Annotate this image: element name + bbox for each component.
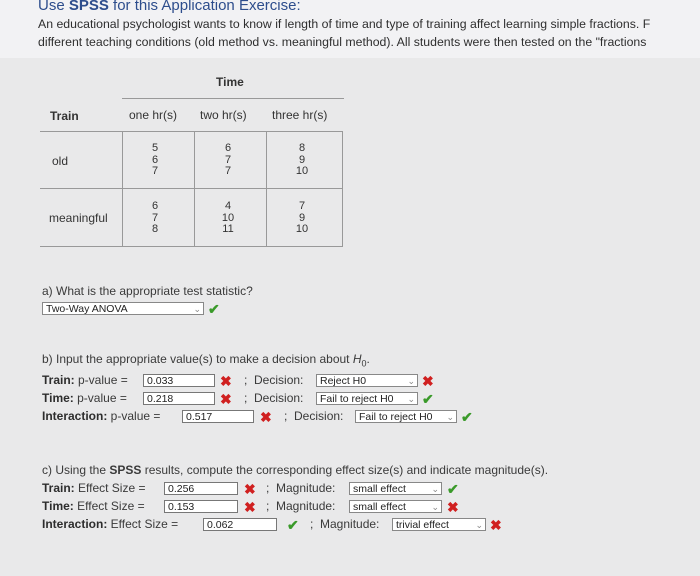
cross-icon: ✖ [422,373,434,389]
chevron-down-icon: ⌄ [475,520,483,530]
column-header-three-hr: three hr(s) [272,108,328,122]
table-cell: 7 9 10 [295,200,309,235]
cross-icon: ✖ [244,499,256,515]
table-cell: 6 7 8 [151,200,159,235]
time-effect-size-label: Time: Effect Size = [42,499,145,513]
chevron-down-icon: ⌄ [446,412,454,422]
time-magnitude-label: ; Magnitude: [266,499,336,513]
table-vline-2 [194,131,195,247]
time-header-rule [122,98,344,99]
page-title: Use SPSS for this Application Exercise: [38,0,301,14]
time-decision-label: ; Decision: [244,391,304,405]
interaction-magnitude-label: ; Magnitude: [310,517,380,531]
column-header-two-hr: two hr(s) [200,108,247,122]
table-cell: 6 7 7 [224,142,232,177]
question-b-prompt: b) Input the appropriate value(s) to make a decision about $H_0$. [42,352,370,369]
check-icon: ✔ [208,301,220,317]
train-magnitude-select[interactable]: small effect ⌄ [349,482,442,495]
interaction-pvalue-label: Interaction: p-value = [42,409,161,423]
intro-text-line-1: An educational psychologist wants to know if length of time and type of training affect learning simple fractions. F [38,17,651,31]
time-decision-select[interactable]: Fail to reject H0 ⌄ [316,392,418,405]
train-decision-label: ; Decision: [244,373,304,387]
interaction-pvalue-input[interactable]: 0.517 [182,410,254,423]
chevron-down-icon: ⌄ [193,304,201,314]
chevron-down-icon: ⌄ [407,394,415,404]
train-effect-size-label: Train: Effect Size = [42,481,146,495]
cross-icon: ✖ [244,481,256,497]
column-header-one-hr: one hr(s) [129,108,178,122]
intro-text-line-2: different teaching conditions (old method vs. meaningful method). All students were then tested on the "fractions [38,35,647,49]
cross-icon: ✖ [490,517,502,533]
time-pvalue-label: Time: p-value = [42,391,127,405]
interaction-effect-size-label: Interaction: Effect Size = [42,517,179,531]
table-top-rule [40,131,343,132]
time-effect-size-input[interactable]: 0.153 [164,500,238,513]
test-statistic-select[interactable]: Two-Way ANOVA ⌄ [42,302,204,315]
question-a-prompt: a) What is the appropriate test statistic? [42,284,253,298]
train-decision-select[interactable]: Reject H0 ⌄ [316,374,418,387]
table-cell: 4 10 11 [221,200,235,235]
chevron-down-icon: ⌄ [431,502,439,512]
table-middle-rule [40,188,343,189]
table-vline-4 [342,131,343,247]
table-time-header: Time [216,75,244,89]
cross-icon: ✖ [447,499,459,515]
train-magnitude-label: ; Magnitude: [266,481,336,495]
row-label-old: old [52,154,69,168]
check-icon: ✔ [461,409,473,425]
interaction-decision-label: ; Decision: [284,409,344,423]
question-c-prompt: c) Using the SPSS results, compute the corresponding effect size(s) and indicate magnitude(s). [42,463,549,477]
interaction-effect-size-input[interactable]: 0.062 [203,518,277,531]
table-cell: 8 9 10 [295,142,309,177]
chevron-down-icon: ⌄ [407,376,415,386]
train-pvalue-label: Train: p-value = [42,373,128,387]
row-label-meaningful: meaningful [49,211,108,225]
table-bottom-rule [40,246,343,247]
table-vline-1 [122,131,123,247]
check-icon: ✔ [447,481,459,497]
train-effect-size-input[interactable]: 0.256 [164,482,238,495]
table-vline-3 [266,131,267,247]
interaction-magnitude-select[interactable]: trivial effect ⌄ [392,518,486,531]
table-train-header: Train [50,109,79,123]
time-pvalue-input[interactable]: 0.218 [143,392,215,405]
check-icon: ✔ [422,391,434,407]
cross-icon: ✖ [220,391,232,407]
chevron-down-icon: ⌄ [431,484,439,494]
cross-icon: ✖ [220,373,232,389]
train-pvalue-input[interactable]: 0.033 [143,374,215,387]
cross-icon: ✖ [260,409,272,425]
check-icon: ✔ [287,517,299,533]
interaction-decision-select[interactable]: Fail to reject H0 ⌄ [355,410,457,423]
table-cell: 5 6 7 [151,142,159,177]
time-magnitude-select[interactable]: small effect ⌄ [349,500,442,513]
